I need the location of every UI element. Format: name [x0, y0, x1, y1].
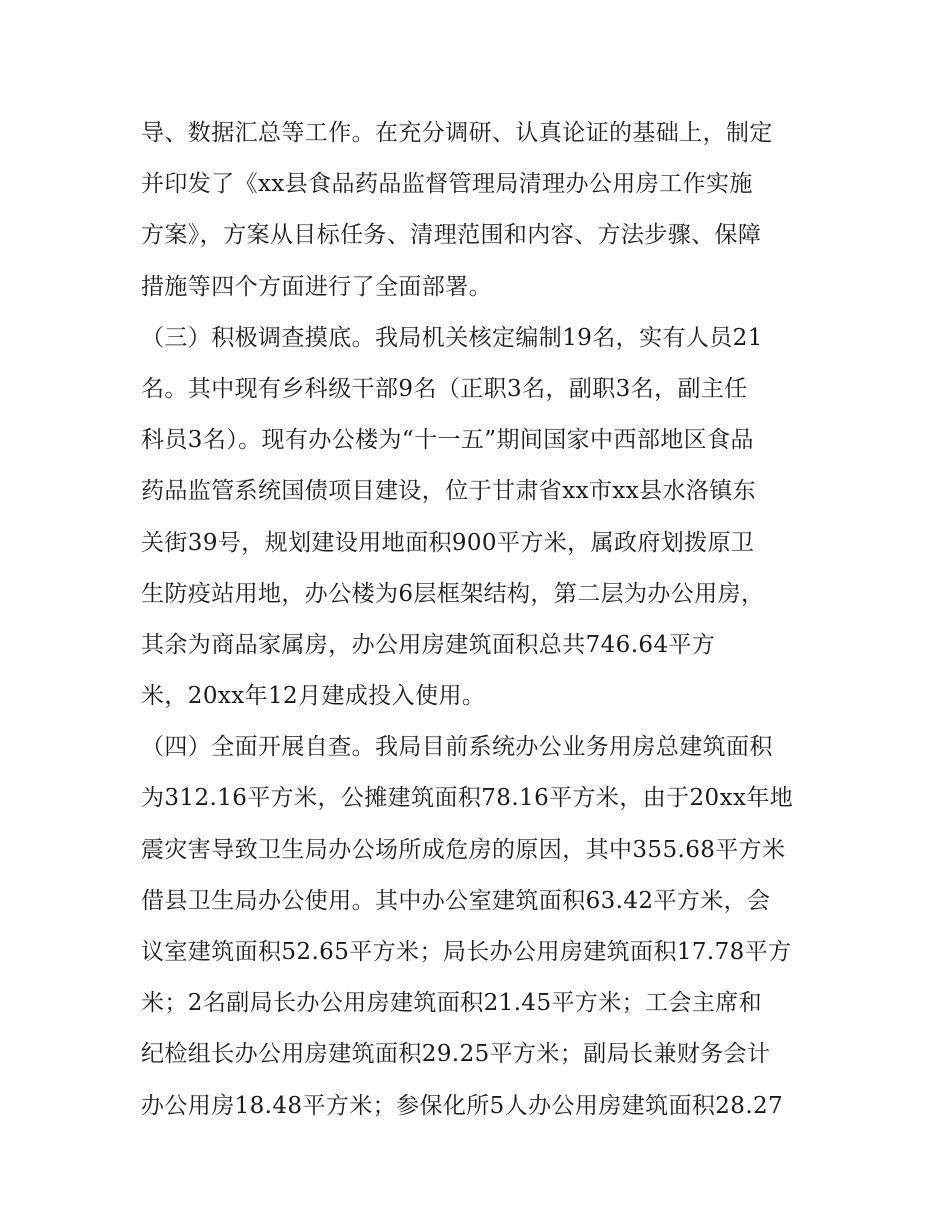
text-line: 生防疫站用地，办公楼为6层框架结构，第二层为办公用房， [141, 580, 765, 607]
text-line: 方案》，方案从目标任务、清理范围和内容、方法步骤、保障 [141, 222, 762, 249]
text-line: 导、数据汇总等工作。在充分调研、认真论证的基础上，制定 [141, 120, 773, 146]
text-line: 科员3名）。现有办公楼为“十一五”期间国家中西部地区食品 [141, 427, 754, 454]
text-line: 措施等四个方面进行了全面部署。 [141, 273, 492, 300]
section-heading-line: （四）全面开展自查。我局目前系统办公业务用房总建筑面积 [141, 734, 773, 761]
text-line: 震灾害导致卫生局办公场所成危房的原因，其中355.68平方米 [141, 836, 786, 863]
text-line: 借县卫生局办公使用。其中办公室建筑面积63.42平方米，会 [141, 887, 771, 914]
text-line: 关街39号，规划建设用地面积900平方米，属政府划拨原卫 [141, 529, 755, 556]
text-line: 米，20xx年12月建成投入使用。 [141, 683, 486, 710]
text-line: 米；2名副局长办公用房建筑面积21.45平方米；工会主席和 [141, 990, 763, 1017]
text-line: 药品监管系统国债项目建设，位于甘肃省xx市xx县水洛镇东 [141, 478, 757, 505]
text-line: 其余为商品家属房，办公用房建筑面积总共746.64平方 [141, 631, 716, 658]
text-line: 纪检组长办公用房建筑面积29.25平方米；副局长兼财务会计 [141, 1041, 771, 1068]
section-heading-line: （三）积极调查摸底。我局机关核定编制19名，实有人员21 [141, 324, 763, 351]
text-line: 办公用房18.48平方米；参保化所5人办公用房建筑面积28.27 [141, 1092, 784, 1119]
text-line: 为312.16平方米，公摊建筑面积78.16平方米，由于20xx年地 [141, 785, 794, 812]
text-line: 名。其中现有乡科级干部9名（正职3名，副职3名，副主任 [141, 375, 748, 402]
document-body [141, 108, 821, 1132]
text-line: 议室建筑面积52.65平方米；局长办公用房建筑面积17.78平方 [141, 939, 792, 965]
text-line: 并印发了《xx县食品药品监督管理局清理办公用房工作实施 [141, 171, 753, 198]
